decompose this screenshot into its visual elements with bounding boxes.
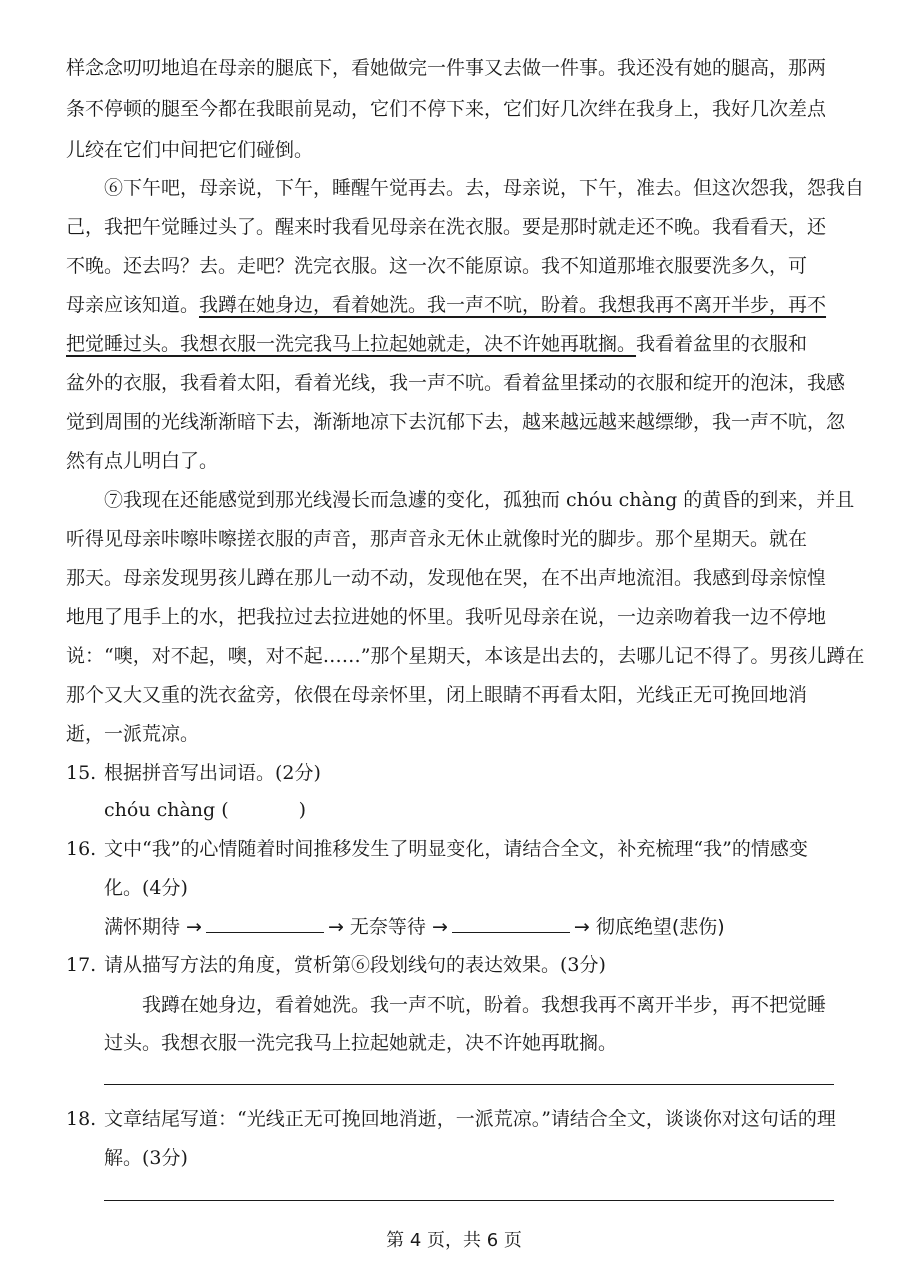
quoted-sentence: 过头。我想衣服一洗完我马上拉起她就走，决不许她再耽搁。 [104,1032,618,1054]
question-text: 根据拼音写出词语。(2分) [104,762,321,784]
underlined-sentence: 把觉睡过头。我想衣服一洗完我马上拉起她就走，决不许她再耽搁。 [66,333,637,355]
emotion-step: → 彻底绝望(悲伤) [573,916,725,938]
question-16 [66,837,808,861]
question-number: 18. [66,1108,97,1130]
underlined-sentence: 我蹲在她身边，看着她洗。我一声不吭，盼着。我想我再不离开半步，再不 [199,294,827,316]
answer-line[interactable] [104,1084,834,1085]
passage-line [66,332,807,356]
emotion-step: 满怀期待 → [104,916,202,938]
pinyin-close: ) [298,799,307,821]
question-text: 化。(4分) [104,877,188,899]
passage-line: 听得见母亲咔嚓咔嚓搓衣服的声音，那声音永无休止就像时光的脚步。那个星期天。就在 [66,528,808,550]
passage-line: 盆外的衣服，我看着太阳，看着光线，我一声不吭。看着盆里揉动的衣服和绽开的泡沫，我感 [66,372,846,394]
question-18 [66,1107,836,1131]
passage-text: 母亲应该知道。 [66,294,200,316]
passage-line: 逝，一派荒凉。 [66,723,200,745]
answer-line[interactable] [104,1200,834,1201]
passage-line: 儿绞在它们中间把它们碰倒。 [66,139,314,161]
question-text: 文中“我”的心情随着时间推移发生了明显变化，请结合全文，补充梳理“我”的情感变 [104,838,808,860]
question-text: 解。(3分) [104,1147,188,1169]
passage-line: ⑥下午吧，母亲说，下午，睡醒午觉再去。去，母亲说，下午，准去。但这次怨我，怨我自 [104,177,865,199]
passage-line [66,293,826,317]
question-17 [66,953,606,977]
question-number: 15. [66,762,97,784]
passage-line: 那天。母亲发现男孩儿蹲在那儿一动不动，发现他在哭，在不出声地流泪。我感到母亲惊惶 [66,567,827,589]
emotion-blank-2[interactable] [452,914,570,933]
passage-line: 地甩了甩手上的水，把我拉过去拉进她的怀里。我听见母亲在说，一边亲吻着我一边不停地 [66,606,827,628]
question-15 [66,761,321,785]
pinyin-prompt: chóu chàng ( [104,799,229,821]
passage-line: 觉到周围的光线渐渐暗下去，渐渐地凉下去沉郁下去，越来越远越来越缥缈，我一声不吭，忽 [66,411,846,433]
passage-line: 己，我把午觉睡过头了。醒来时我看见母亲在洗衣服。要是那时就走还不晚。我看看天，还 [66,216,827,238]
pinyin-answer-row [104,798,306,822]
passage-text: 我看着盆里的衣服和 [636,333,808,355]
passage-line: 那个又大又重的洗衣盆旁，依偎在母亲怀里，闭上眼睛不再看太阳，光线正无可挽回地消 [66,684,808,706]
question-text: 请从描写方法的角度，赏析第⑥段划线句的表达效果。(3分) [104,954,606,976]
question-text: 文章结尾写道：“光线正无可挽回地消逝，一派荒凉。”请结合全文，谈谈你对这句话的理 [104,1108,836,1130]
emotion-blank-1[interactable] [206,914,324,933]
passage-line: ⑦我现在还能感觉到那光线漫长而急遽的变化，孤独而 chóu chàng 的黄昏的到来，并且 [104,489,855,511]
passage-line: 样念念叨叨地追在母亲的腿底下，看她做完一件事又去做一件事。我还没有她的腿高，那两 [66,57,827,79]
passage-line: 不晚。还去吗？去。走吧？洗完衣服。这一次不能原谅。我不知道那堆衣服要洗多久，可 [66,255,808,277]
question-number: 16. [66,838,97,860]
question-number: 17. [66,954,97,976]
quoted-sentence: 我蹲在她身边，看着她洗。我一声不吭，盼着。我想我再不离开半步，再不把觉睡 [142,994,827,1016]
page-number: 第 4 页，共 6 页 [386,1230,522,1251]
emotion-chain [104,914,725,939]
passage-line: 条不停顿的腿至今都在我眼前晃动，它们不停下来，它们好几次绊在我身上，我好几次差点 [66,98,827,120]
emotion-step: → 无奈等待 → [327,916,448,938]
passage-line: 说：“噢，对不起，噢，对不起……”那个星期天，本该是出去的，去哪儿记不得了。男孩儿蹲在 [66,645,865,667]
passage-line: 然有点儿明白了。 [66,450,219,472]
